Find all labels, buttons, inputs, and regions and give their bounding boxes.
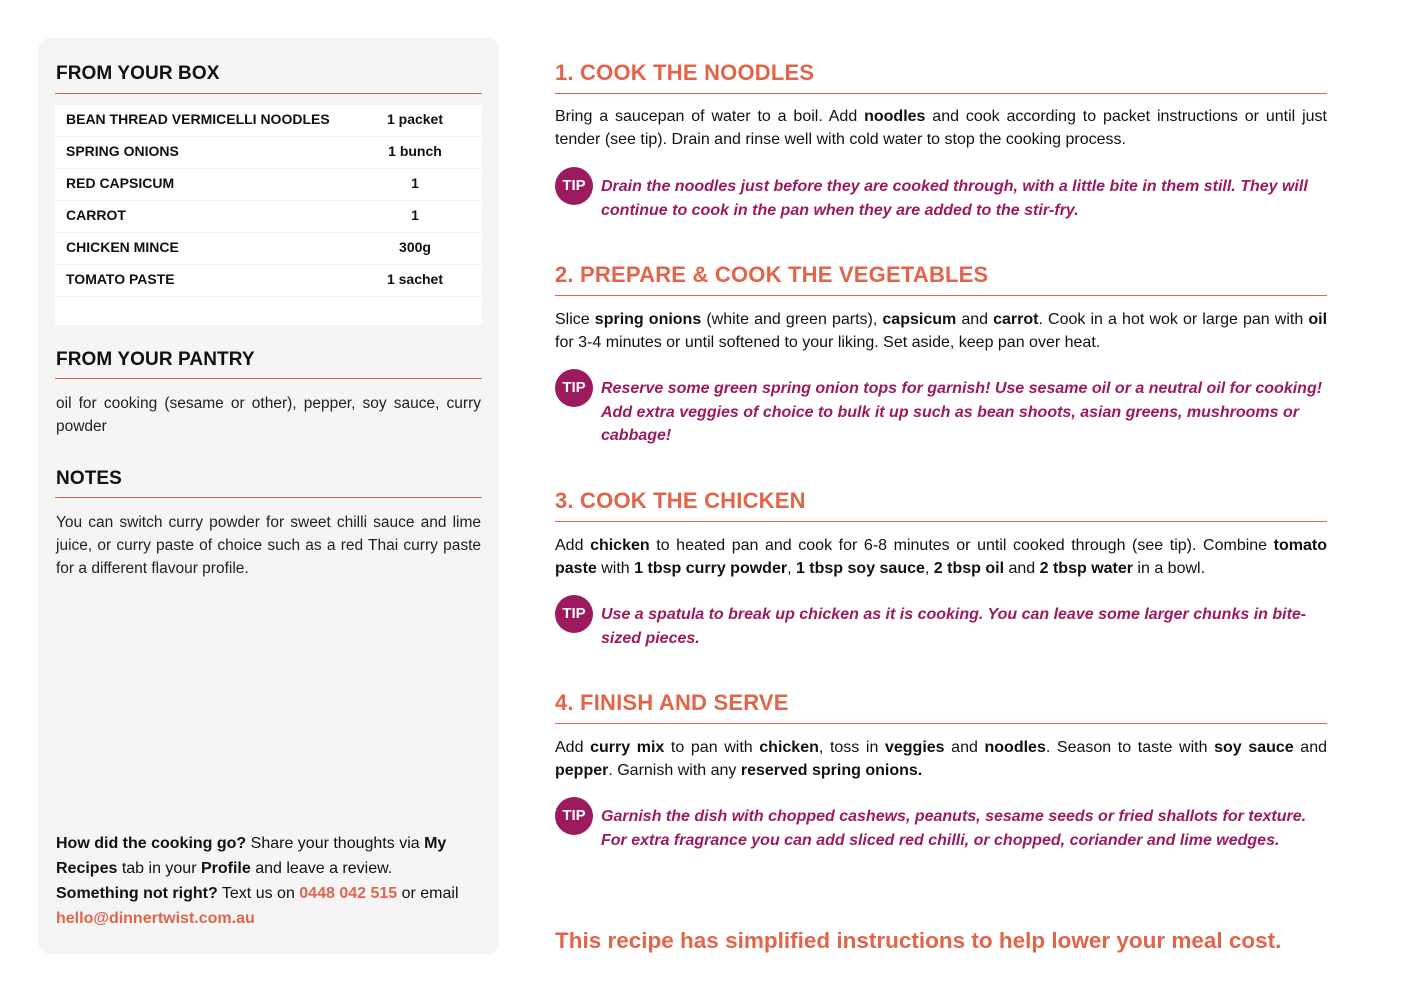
step-4-body [555,736,1327,782]
body-text: . Garnish with any [608,762,741,779]
feedback-question: How did the cooking go? [56,835,247,852]
body-text: Slice [555,311,595,328]
ingredient-highlight: veggies [884,739,945,756]
body-text: and cook according to packet instructions or until just tender (see tip). Drain and rinse well with cold water to stop the cooking process. [555,108,1327,148]
ingredient-highlight: curry mix [590,739,665,756]
ingredient-qty: 1 bunch [388,143,442,159]
ingredient-name: SPRING ONIONS [66,143,179,159]
step-2-tip: Reserve some green spring onion tops for garnish! Use sesame oil or a neutral oil for cooking! Add extra veggies of choice to bulk it up such as bean shoots, asian greens, mushrooms or cabbage! [601,380,1323,444]
from-your-box-heading: FROM YOUR BOX [56,63,220,84]
ingredient-highlight: carrot [993,311,1039,328]
ingredient-qty: 1 packet [386,111,444,127]
footer-text: and leave a review. [250,860,393,877]
divider [555,93,1327,94]
footer-text: Text us on [217,885,300,902]
step-4-tip: Garnish the dish with chopped cashews, peanuts, sesame seeds or fried shallots for texture. For extra fragrance you can add sliced red chilli, or chopped, coriander and lime wedges. [601,808,1307,849]
pantry-text: oil for cooking (sesame or other), pepper, soy sauce, curry powder [56,395,481,435]
divider [55,497,482,498]
footer-text: or email [397,885,459,902]
ingredient-highlight: reserved spring onions. [740,762,923,779]
ingredient-row [55,137,482,169]
ingredient-highlight: oil [1308,311,1328,328]
phone-link[interactable]: 0448 042 515 [299,885,398,902]
profile-label: Profile [200,860,251,877]
ingredient-name: TOMATO PASTE [66,271,175,287]
body-text: Add [555,537,591,554]
ingredient-highlight: 2 tbsp oil [933,560,1005,577]
step-4-title: 4. FINISH AND SERVE [555,690,789,715]
ingredient-qty: 1 sachet [386,271,444,287]
divider [555,295,1327,296]
ingredient-highlight: soy sauce [1214,739,1294,756]
ingredient-qty: 1 [411,207,419,223]
step-2-title: 2. PREPARE & COOK THE VEGETABLES [555,262,989,287]
tip-badge: TIP [555,595,593,633]
ingredient-row [55,105,482,137]
ingredient-name: CHICKEN MINCE [66,239,179,255]
body-text: and [1293,739,1327,756]
ingredient-highlight: noodles [984,739,1046,756]
body-text: , toss in [818,739,885,756]
footer-text: tab in your [117,860,201,877]
support-question: Something not right? [56,885,218,902]
tip-badge: TIP [555,797,593,835]
step-3-title: 3. COOK THE CHICKEN [555,488,806,513]
tip-badge: TIP [555,167,593,205]
ingredient-highlight: capsicum [882,311,957,328]
ingredient-highlight: spring onions [594,311,702,328]
tip-badge: TIP [555,369,593,407]
ingredient-name: BEAN THREAD VERMICELLI NOODLES [66,111,330,127]
ingredient-name: RED CAPSICUM [66,175,175,191]
step-1-title: 1. COOK THE NOODLES [555,60,815,85]
divider [555,521,1327,522]
body-text: to pan with [664,739,760,756]
ingredient-qty: 300g [399,239,431,255]
step-3-body [555,534,1327,580]
ingredient-highlight: noodles [864,108,926,125]
ingredient-highlight: 1 tbsp curry powder [634,560,788,577]
closing-note: This recipe has simplified instructions to help lower your meal cost. [555,928,1282,953]
ingredient-row [55,265,482,297]
step-2-body [555,308,1327,354]
body-text: in a bowl. [1132,560,1206,577]
body-text: with [596,560,635,577]
body-text: to heated pan and cook for 6-8 minutes or until cooked through (see tip). Combine [649,537,1274,554]
body-text: Bring a saucepan of water to a boil. Add [555,108,865,125]
email-link[interactable]: hello@dinnertwist.com.au [56,910,255,927]
body-text: . Season to taste with [1045,739,1215,756]
ingredient-highlight: chicken [759,739,819,756]
step-3-tip: Use a spatula to break up chicken as it is cooking. You can leave some larger chunks in bite-sized pieces. [601,606,1307,647]
ingredients-panel [38,38,499,954]
step-1-body [555,105,1327,151]
notes-text: You can switch curry powder for sweet chilli sauce and lime juice, or curry paste of choice such as a red Thai curry paste for a different flavour profile. [56,514,481,577]
divider [55,93,482,94]
ingredients-table [55,105,482,325]
divider [55,378,482,379]
body-text: , [787,560,796,577]
body-text: and [1004,560,1040,577]
from-your-pantry-heading: FROM YOUR PANTRY [56,349,255,370]
body-text: and [956,311,994,328]
ingredient-name: CARROT [66,207,126,223]
ingredient-row [55,233,482,265]
ingredient-row [55,169,482,201]
body-text: . Cook in a hot wok or large pan with [1038,311,1309,328]
body-text: (white and green parts), [701,311,883,328]
divider [555,723,1327,724]
notes-heading: NOTES [56,468,122,489]
ingredient-highlight: pepper [555,762,609,779]
my-recipes-label: My Recipes [56,835,447,877]
feedback-footer [56,831,486,931]
body-text: Add [555,739,591,756]
ingredient-row [55,201,482,233]
step-1-tip: Drain the noodles just before they are cooked through, with a little bite in them still. They will continue to cook in the pan when they are added to the stir-fry. [601,178,1308,219]
body-text: and [944,739,985,756]
ingredient-highlight: tomato paste [555,537,1327,577]
ingredient-highlight: 2 tbsp water [1039,560,1133,577]
body-text: , [924,560,934,577]
ingredient-highlight: 1 tbsp soy sauce [795,560,925,577]
footer-text: Share your thoughts via [246,835,425,852]
ingredient-qty: 1 [411,175,419,191]
body-text: for 3-4 minutes or until softened to your liking. Set aside, keep pan over heat. [555,334,1101,351]
ingredient-highlight: chicken [590,537,650,554]
